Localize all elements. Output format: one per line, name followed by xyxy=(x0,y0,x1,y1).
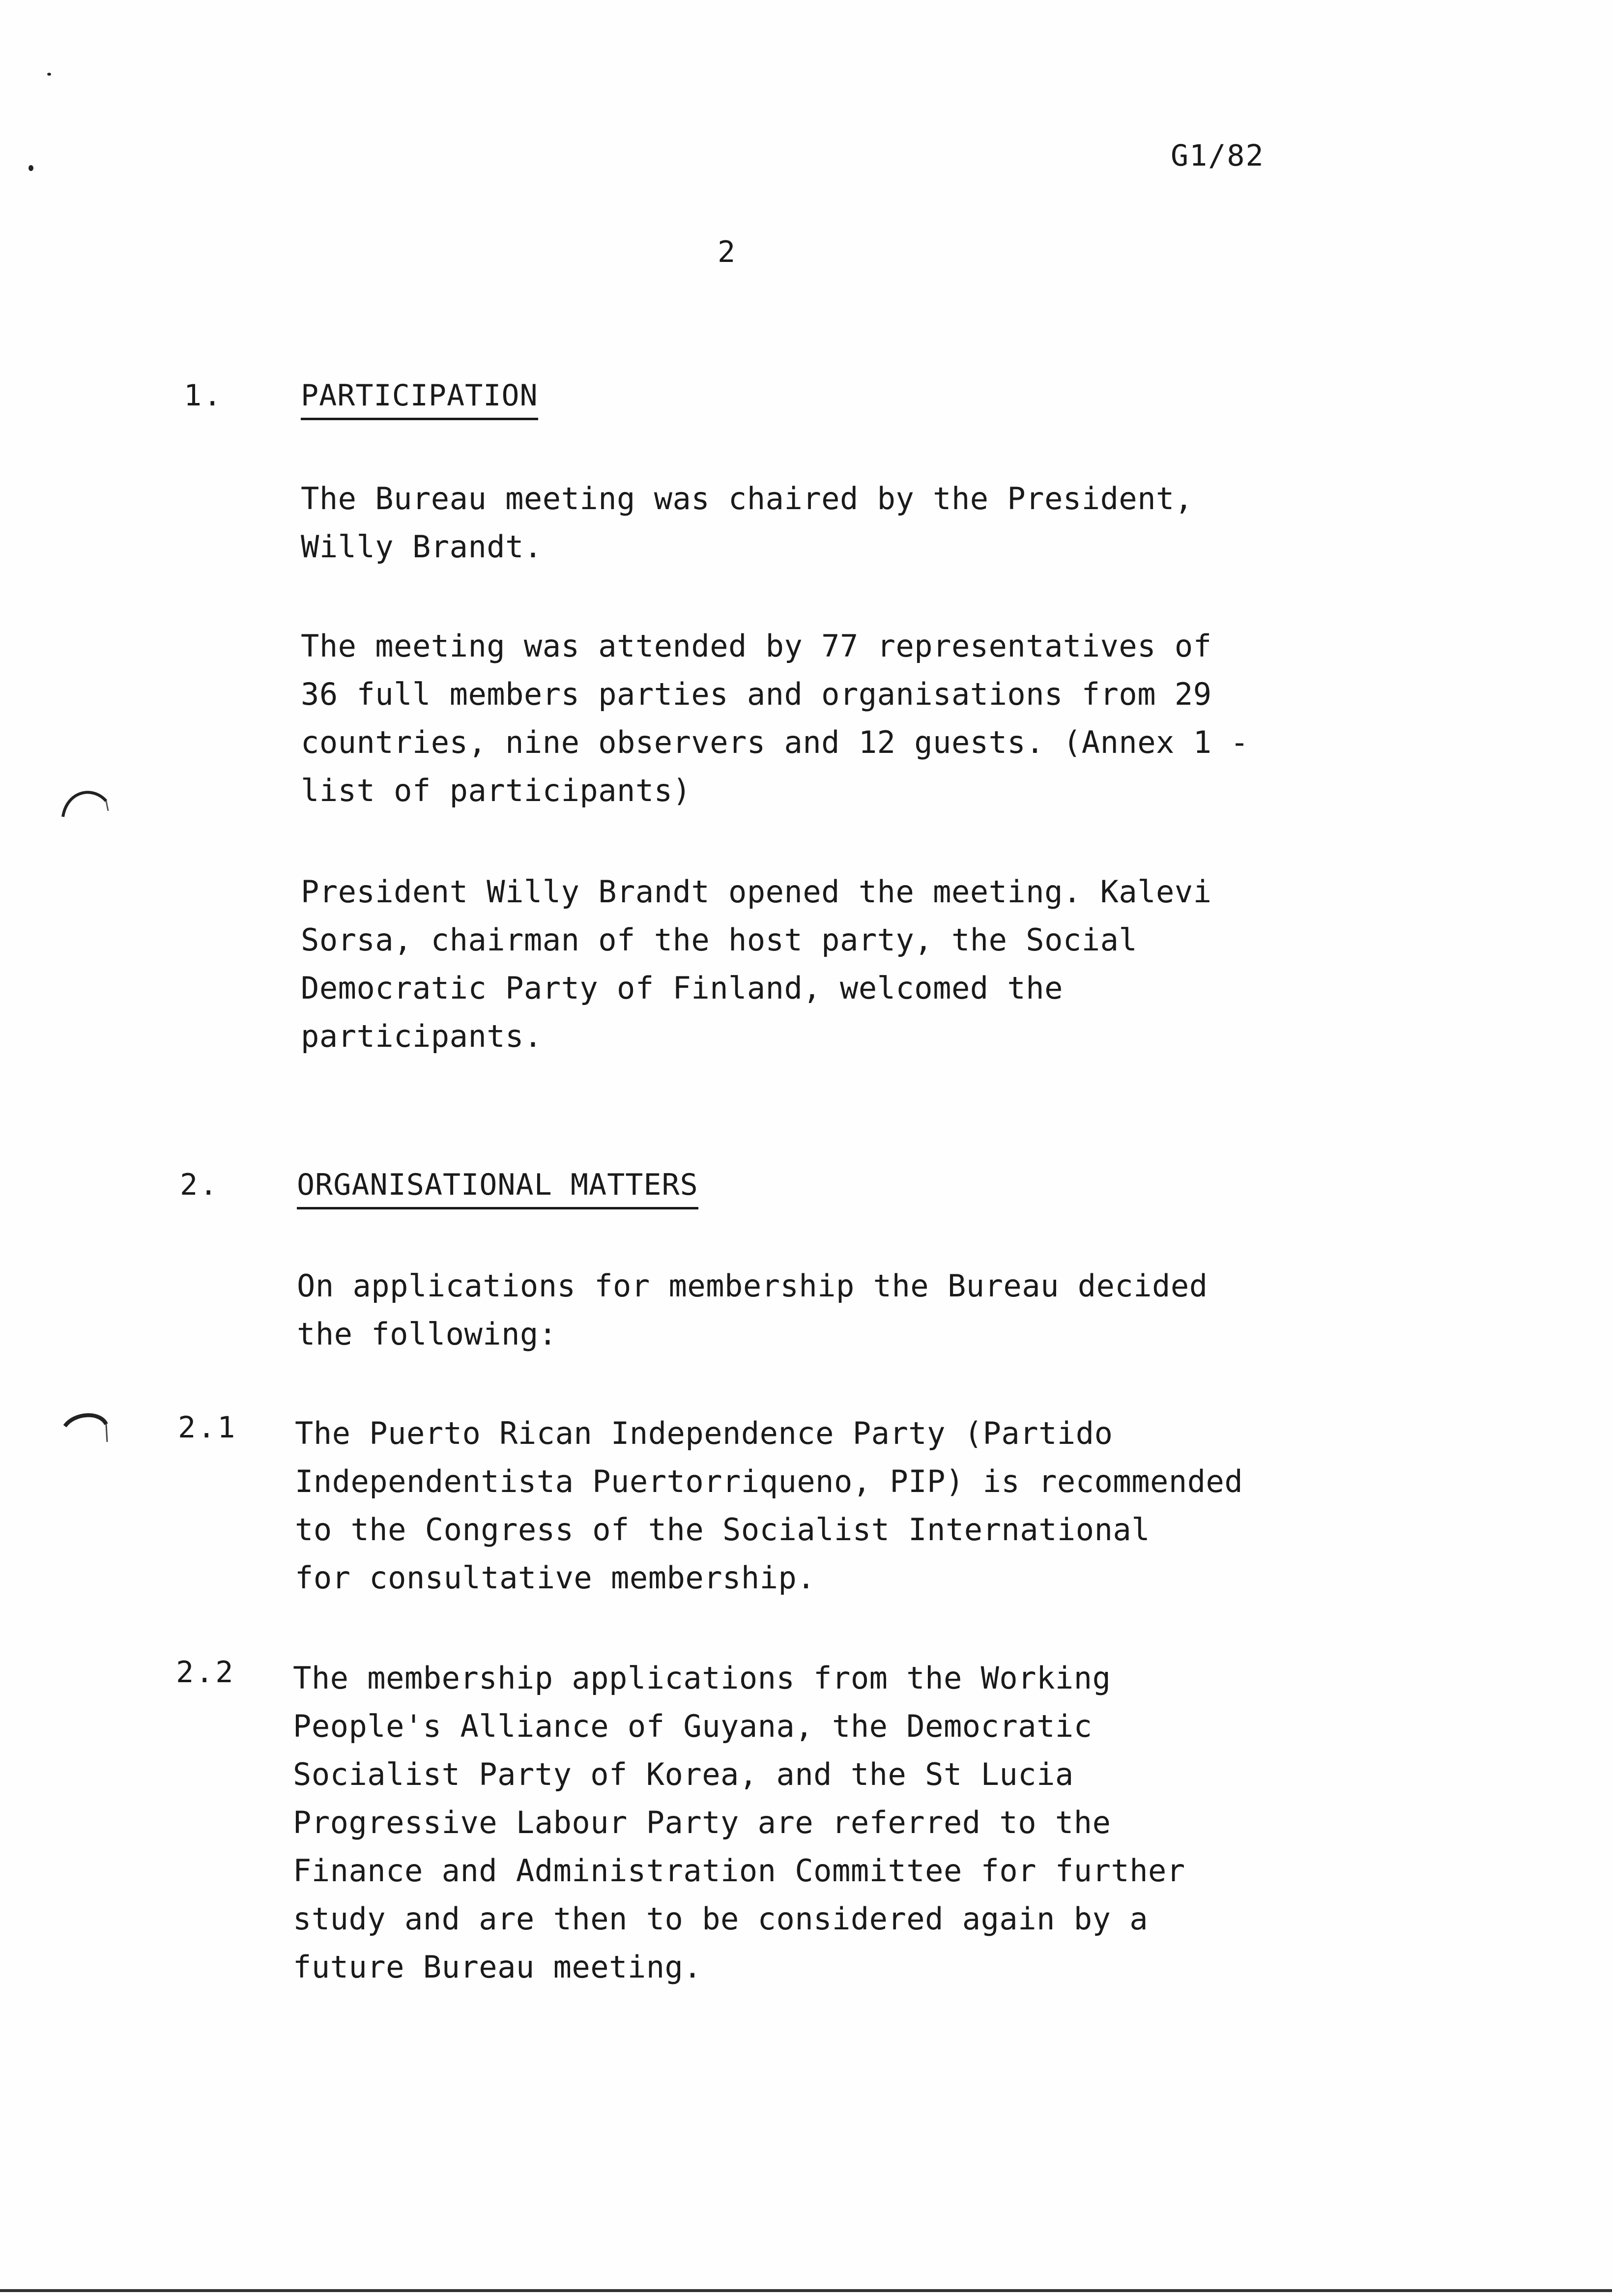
item-number: 2.2 xyxy=(176,1655,235,1690)
scan-speck xyxy=(29,165,33,171)
punch-hole-mark-icon xyxy=(58,1409,112,1449)
document-reference: G1/82 xyxy=(1171,139,1265,173)
section-paragraph: The Bureau meeting was chaired by the President, Willy Brandt. xyxy=(301,481,1193,565)
section-heading: PARTICIPATION xyxy=(301,378,538,420)
section-paragraph: President Willy Brandt opened the meeting. Kalevi Sorsa, chairman of the host party, the Social Democratic Party of Finland, welcomed the participants. xyxy=(301,874,1212,1054)
section-heading: ORGANISATIONAL MATTERS xyxy=(297,1168,698,1209)
section-number: 2. xyxy=(180,1168,220,1202)
item-text: The membership applications from the Working People's Alliance of Guyana, the Democratic Socialist Party of Korea, and the St Lucia Progressive Labour Party are referred to the Finance and Administration Committee for further study and are then to be considered again by a future Bureau meeting. xyxy=(293,1660,1185,1985)
item-text: The Puerto Rican Independence Party (Partido Independentista Puertorriqueno, PIP) is recommended to the Congress of the Socialist International for consultative membership. xyxy=(295,1415,1243,1596)
page-number: 2 xyxy=(718,235,736,269)
punch-hole-mark-icon xyxy=(58,781,112,821)
scan-speck xyxy=(47,73,51,76)
section-paragraph: The meeting was attended by 77 representatives of 36 full members parties and organisations from 29 countries, nine observers and 12 guests. (Annex 1 - list of participants) xyxy=(301,628,1249,808)
section-intro: On applications for membership the Bureau decided the following: xyxy=(297,1268,1208,1352)
item-number: 2.1 xyxy=(178,1410,237,1445)
scan-bottom-edge xyxy=(0,2289,1612,2292)
section-number: 1. xyxy=(184,378,224,413)
